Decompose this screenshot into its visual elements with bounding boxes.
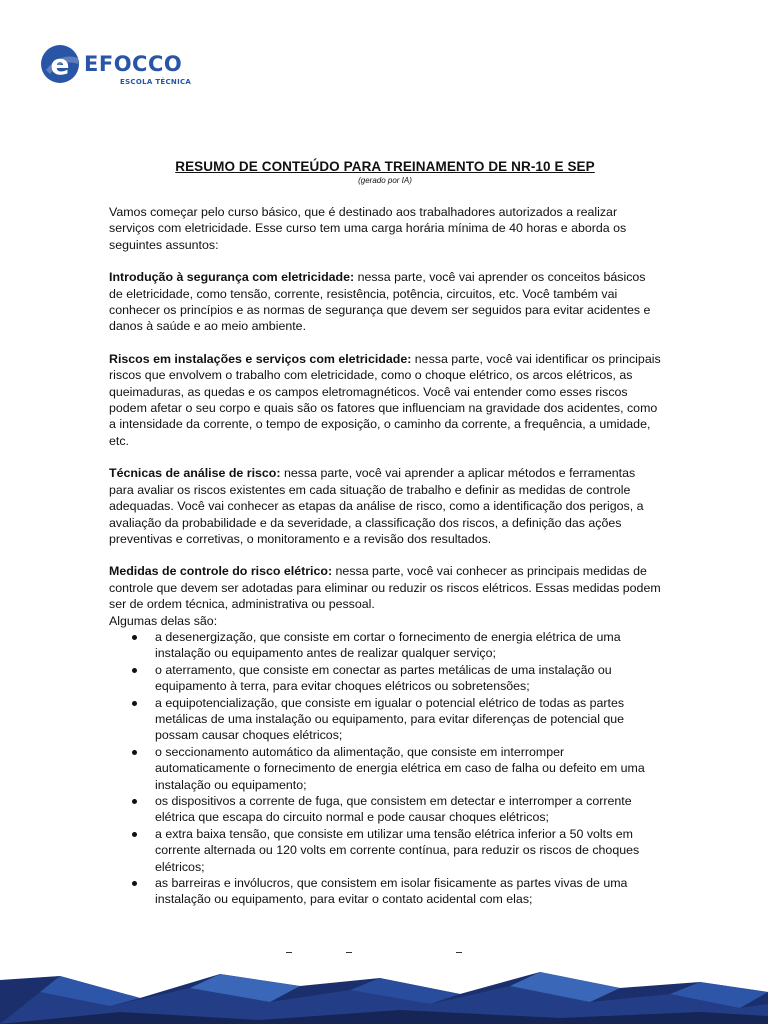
document-title: RESUMO DE CONTEÚDO PARA TREINAMENTO DE NR-10 E SEP bbox=[175, 159, 595, 174]
list-item-text: o seccionamento automático da alimentação, que consiste em interromper automaticamente o fornecimento de energia elétrica em caso de falha ou defeito em uma instalação ou equipamento; bbox=[155, 744, 645, 792]
list-item bbox=[109, 875, 661, 908]
list-item-text: a extra baixa tensão, que consiste em utilizar uma tensão elétrica inferior a 50 volts em corrente alternada ou 120 volts em corrente contínua, para reduzir os riscos de choques elétricos; bbox=[155, 826, 640, 874]
list-item bbox=[109, 744, 661, 793]
footer-dash bbox=[456, 952, 462, 953]
bullet-icon bbox=[132, 750, 137, 755]
section-text: nessa parte, você vai aprender os conceitos básicos de eletricidade, como tensão, corrente, resistência, potência, circuitos, etc. Você também vai conhecer os princípios e as normas de segurança que devem ser seguidos para evitar acidentes e danos à saúde e ao meio ambiente. bbox=[109, 270, 651, 334]
section-heading: Medidas de controle do risco elétrico: bbox=[109, 564, 333, 579]
section-paragraph bbox=[109, 465, 661, 547]
footer-dash bbox=[286, 952, 292, 953]
bullet-icon bbox=[132, 635, 137, 640]
section-paragraph bbox=[109, 351, 661, 449]
footer-dashes bbox=[0, 952, 768, 960]
logo-subtitle: ESCOLA TÉCNICA bbox=[120, 78, 192, 86]
section-text: nessa parte, você vai conhecer as principais medidas de controle que devem ser adotadas para eliminar ou reduzir os riscos elétricos. Essas medidas podem ser de ordem técnica, administrativa ou pessoal. bbox=[109, 564, 661, 612]
list-item bbox=[109, 793, 661, 826]
document-subtitle: (gerado por IA) bbox=[358, 176, 412, 185]
section-paragraph bbox=[109, 269, 661, 335]
section-heading: Riscos em instalações e serviços com eletricidade: bbox=[109, 351, 412, 366]
section-text: nessa parte, você vai identificar os principais riscos que envolvem o trabalho com eletricidade, como o choque elétrico, os arcos elétricos, as queimaduras, as quedas e os campos eletromagnéticos. Você vai entender como esses riscos podem afetar o seu corpo e quais são os fatores que influenciam na gravidade dos acidentes, como a intensidade da corrente, o tempo de exposição, o caminho da corrente, a frequência, a umidade, etc. bbox=[109, 351, 661, 448]
list-item bbox=[109, 629, 661, 662]
bullet-icon bbox=[132, 701, 137, 706]
footer-dash bbox=[346, 952, 352, 953]
bullet-icon bbox=[132, 799, 137, 804]
list-item-text: a desenergização, que consiste em cortar o fornecimento de energia elétrica de uma instalação ou equipamento antes de realizar qualquer serviço; bbox=[155, 629, 621, 661]
section-paragraph bbox=[109, 563, 661, 612]
list-item bbox=[109, 826, 661, 875]
footer-decoration bbox=[0, 968, 768, 1024]
list-item bbox=[109, 695, 661, 744]
logo-name: EFOCCO bbox=[84, 52, 183, 76]
efocco-logo-mark-icon bbox=[40, 44, 82, 84]
list-item-text: a equipotencialização, que consiste em igualar o potencial elétrico de todas as partes metálicas de uma instalação ou equipamento, para evitar diferenças de potencial que possam causar choques elétricos; bbox=[155, 695, 625, 743]
list-item bbox=[109, 662, 661, 695]
bullet-icon bbox=[132, 832, 137, 837]
list-item-text: as barreiras e invólucros, que consistem em isolar fisicamente as partes vivas de uma instalação ou equipamento, para evitar o contato acidental com elas; bbox=[155, 876, 628, 907]
bullet-icon bbox=[132, 881, 137, 886]
section-heading: Introdução à segurança com eletricidade: bbox=[109, 270, 355, 285]
list-intro: Algumas delas são: bbox=[109, 613, 218, 628]
document-body bbox=[109, 150, 661, 908]
section-text: nessa parte, você vai aprender a aplicar métodos e ferramentas para avaliar os riscos existentes em cada situação de trabalho e definir as medidas de controle adequadas. Você vai conhecer as etapas da análise de risco, como a identificação dos perigos, a avaliação da probabilidade e da severidade, a classificação dos riscos, a definição das ações preventivas e corretivas, o monitoramento e a revisão dos resultados. bbox=[109, 466, 644, 546]
bullet-icon bbox=[132, 668, 137, 673]
list-item-text: o aterramento, que consiste em conectar as partes metálicas de uma instalação ou equipamento à terra, para evitar choques elétricos ou sobretensões; bbox=[155, 662, 612, 694]
efocco-logo bbox=[40, 44, 200, 88]
list-item-text: os dispositivos a corrente de fuga, que consistem em detectar e interromper a corrente elétrica que escapa do circuito normal e pode causar choques elétricos; bbox=[155, 794, 632, 825]
svg-text:e: e bbox=[50, 48, 70, 81]
section-heading: Técnicas de análise de risco: bbox=[109, 466, 281, 481]
intro-paragraph: Vamos começar pelo curso básico, que é destinado aos trabalhadores autorizados a realizar serviços com eletricidade. Esse curso tem uma carga horária mínima de 40 horas e aborda os seguintes assuntos: bbox=[109, 205, 627, 252]
control-measures-list bbox=[109, 629, 661, 908]
